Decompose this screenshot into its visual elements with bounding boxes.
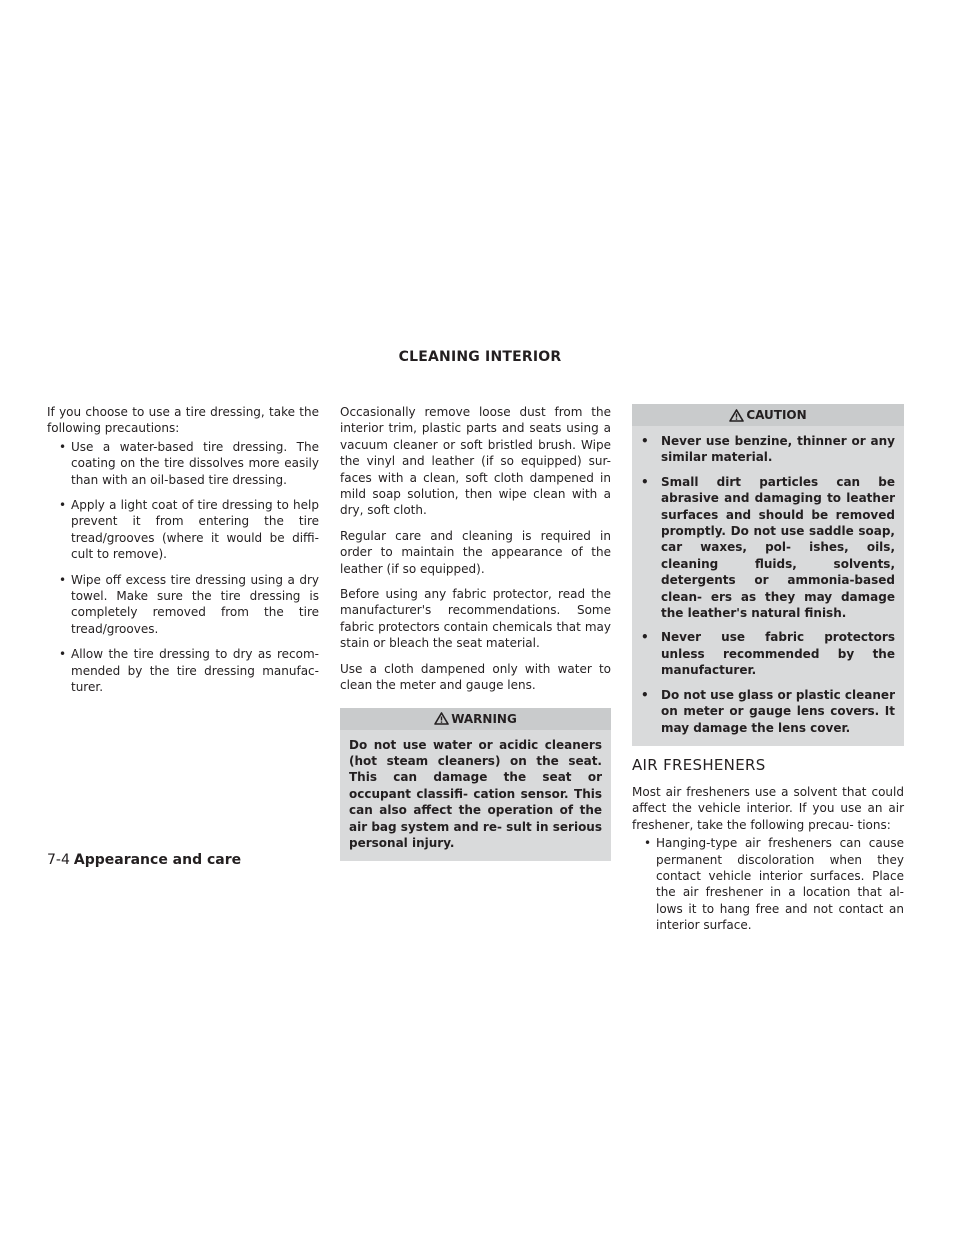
- paragraph: Regular care and cleaning is required in order to maintain the appearance of the leather (if so equipped).: [340, 528, 611, 576]
- caution-list: [641, 433, 895, 736]
- list-item: • Allow the tire dressing to dry as recom- mended by the tire dressing manufac- turer.: [59, 647, 319, 695]
- column-1: [47, 404, 319, 705]
- warning-triangle-icon: [434, 712, 449, 725]
- bullet-marker: •: [59, 439, 67, 454]
- paragraph: Occasionally remove loose dust from the interior trim, plastic parts and seats using a vacuum cleaner or soft bristled brush. Wipe the vinyl and leather (if so equipped) sur- faces with a clean, soft cloth dampened in mild soap solution, then wipe clean with a dry, soft cloth.: [340, 405, 611, 518]
- warning-triangle-icon: [729, 409, 744, 422]
- list-item: • Use a water-based tire dressing. The coating on the tire dissolves more easily than with an oil-based tire dressing.: [59, 439, 319, 487]
- list-item: • Hanging-type air fresheners can cause permanent discoloration when they contact vehicle interior surfaces. Place the air freshener in a location that al- lows it to hang free and not contact an interior surface.: [644, 836, 904, 933]
- warning-box: [340, 708, 611, 862]
- bullet-marker: •: [641, 434, 649, 448]
- column-3: [632, 404, 904, 943]
- caution-header: [632, 404, 904, 426]
- paragraph: Before using any fabric protector, read the manufacturer's recommendations. Some fabric protectors contain chemicals that may stain or bleach the seat material.: [340, 587, 611, 651]
- section-title: CLEANING INTERIOR: [398, 349, 562, 365]
- caution-label: CAUTION: [746, 408, 807, 422]
- air-fresheners-paragraph: Most air fresheners use a solvent that could affect the vehicle interior. If you use an air freshener, take the following precau- tions:: [632, 784, 904, 832]
- tire-dressing-precautions: [47, 439, 319, 696]
- bullet-marker: •: [641, 687, 649, 702]
- caution-box: [632, 404, 904, 746]
- air-freshener-precautions: [632, 835, 904, 933]
- page-footer: [47, 852, 241, 868]
- list-item: • Never use benzine, thinner or any similar material.: [641, 434, 895, 465]
- paragraph: Use a cloth dampened only with water to clean the meter and gauge lens.: [340, 661, 611, 693]
- warning-text: Do not use water or acidic cleaners (hot steam cleaners) on the seat. This can damage the seat or occupant classifi- cation sensor. This can also affect the operation of the air bag system and re- sult in serious personal injury.: [349, 737, 602, 850]
- column-2: [340, 404, 611, 871]
- bullet-marker: •: [59, 647, 67, 662]
- warning-label: WARNING: [451, 711, 517, 726]
- list-item: • Never use fabric protectors unless recommended by the manufacturer.: [641, 630, 895, 678]
- tire-dressing-intro: If you choose to use a tire dressing, take the following precautions:: [47, 405, 319, 436]
- list-item: • Apply a light coat of tire dressing to help prevent it from entering the tire tread/grooves (where it would be diffi- cult to remove).: [59, 498, 319, 562]
- list-item: • Small dirt particles can be abrasive and damaging to leather surfaces and should be removed promptly. Do not use saddle soap, car waxes, pol- ishes, oils, cleaning fluids, solvents, detergents or ammonia-based clean- ers as they may damage the leather's natural finish.: [641, 474, 895, 621]
- bullet-marker: •: [641, 630, 649, 645]
- warning-header: [340, 708, 611, 730]
- chapter-title: Appearance and care: [73, 852, 242, 868]
- list-item: • Do not use glass or plastic cleaner on meter or gauge lens covers. It may damage the lens cover.: [641, 687, 895, 735]
- page-number: 7-4: [47, 852, 70, 868]
- bullet-marker: •: [641, 474, 649, 489]
- air-fresheners-heading: AIR FRESHENERS: [632, 755, 766, 774]
- bullet-marker: •: [59, 498, 67, 513]
- list-item: • Wipe off excess tire dressing using a dry towel. Make sure the tire dressing is completely removed from the tire tread/grooves.: [59, 572, 319, 636]
- bullet-marker: •: [59, 572, 67, 587]
- bullet-marker: •: [644, 836, 652, 851]
